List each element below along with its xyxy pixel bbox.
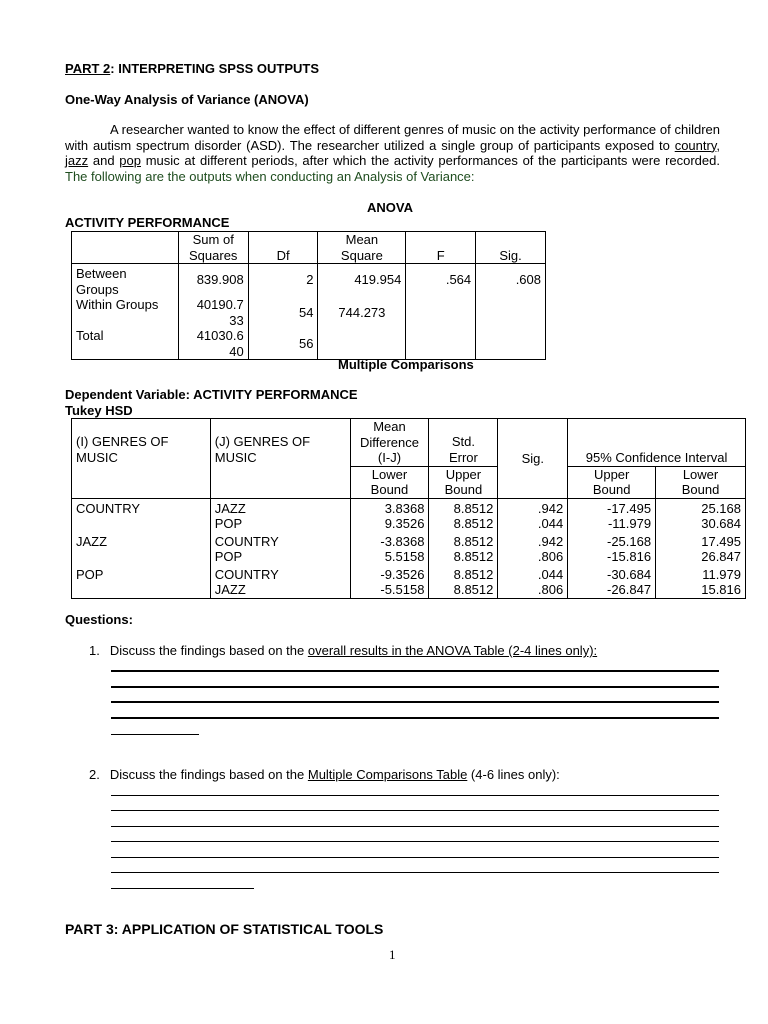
anova-table: [71, 231, 546, 360]
answer-line-3[interactable]: [111, 701, 719, 703]
anova-dv-label: ACTIVITY PERFORMANCE: [65, 215, 230, 230]
answer-line-12[interactable]: [111, 888, 254, 889]
group-country: COUNTRY: [76, 500, 141, 516]
group-jazz: JAZZ: [76, 533, 108, 549]
tukey-label: Tukey HSD: [65, 403, 133, 418]
anova-row-total: Total 41030.6 40 56: [72, 328, 546, 360]
intro-paragraph: A researcher wanted to know the effect of different genres of music on the activity performance of children with autism spectrum disorder (ASD). The researcher utilized a single group of participants exposed to country, jazz and pop music at different periods, after which the activity performances of the participants were recorded. The following are the outputs when conducting an Analysis of Variance:: [65, 122, 720, 184]
answer-line-11[interactable]: [111, 872, 719, 873]
answer-line-1[interactable]: [111, 670, 719, 672]
dependent-variable-label: Dependent Variable: ACTIVITY PERFORMANCE: [65, 387, 358, 402]
answer-line-6[interactable]: [111, 795, 719, 796]
mc-subheader-row: Lower Bound Upper Bound Upper Bound Lower Bound: [72, 466, 746, 498]
answer-line-8[interactable]: [111, 826, 719, 827]
section-title: One-Way Analysis of Variance (ANOVA): [65, 92, 309, 107]
part2-heading: PART 2: INTERPRETING SPSS OUTPUTS: [65, 61, 320, 76]
jazz-term: jazz: [65, 153, 89, 168]
pop-term: pop: [119, 153, 141, 168]
part3-heading: PART 3: APPLICATION OF STATISTICAL TOOLS: [65, 921, 384, 937]
table-row: JAZZ: [214, 582, 246, 597]
anova-row-between: Between Groups 839.908 2 419.954 .564 .608: [72, 264, 546, 298]
answer-line-2[interactable]: [111, 686, 719, 688]
mc-body: COUNTRY JAZZ POP JAZZ POP COUNTRY POP COUNTRY JAZZ 3.8368 9.3526 -3.8368 5.5158 -9.3526 -5.5158 8.8512 8.8512 8.8512 8.8512 8.8512 8.8512 .942 .044 .942 .806 .044 .806 -17.495 -11.979 -25.168 -15.816 -30.684 -26.847 25.168 30.684 17.495 26.847 11.979 15.816: [72, 498, 746, 598]
table-row: POP: [214, 549, 243, 564]
table-row: POP: [214, 516, 243, 531]
table-row: COUNTRY: [214, 566, 279, 582]
question-2: 2. Discuss the findings based on the Multiple Comparisons Table (4-6 lines only):: [89, 767, 560, 782]
answer-line-7[interactable]: [111, 810, 719, 811]
mc-header-row: (I) GENRES OF MUSIC (J) GENRES OF MUSIC Mean Difference (I-J) Std. Error Sig. 95% Confidence Interval: [72, 419, 746, 467]
answer-line-5[interactable]: [111, 734, 199, 735]
page-number: 1: [389, 947, 396, 962]
question-1: 1. Discuss the findings based on the overall results in the ANOVA Table (2-4 lines only):: [89, 643, 598, 658]
country-term: country: [674, 137, 717, 153]
answer-line-10[interactable]: [111, 857, 719, 858]
questions-heading: Questions:: [65, 612, 133, 627]
anova-title: ANOVA: [367, 200, 413, 215]
anova-header-row: Sum of Squares Df Mean Square F Sig.: [72, 232, 546, 264]
anova-row-within: Within Groups 40190.7 33 54 744.273: [72, 297, 546, 328]
multiple-comparisons-table: [71, 418, 746, 599]
table-row: COUNTRY: [214, 533, 279, 549]
table-row: JAZZ: [214, 500, 246, 516]
multiple-comparisons-title: Multiple Comparisons: [338, 357, 474, 372]
group-pop: POP: [76, 566, 104, 582]
answer-line-9[interactable]: [111, 841, 719, 842]
answer-line-4[interactable]: [111, 717, 719, 719]
